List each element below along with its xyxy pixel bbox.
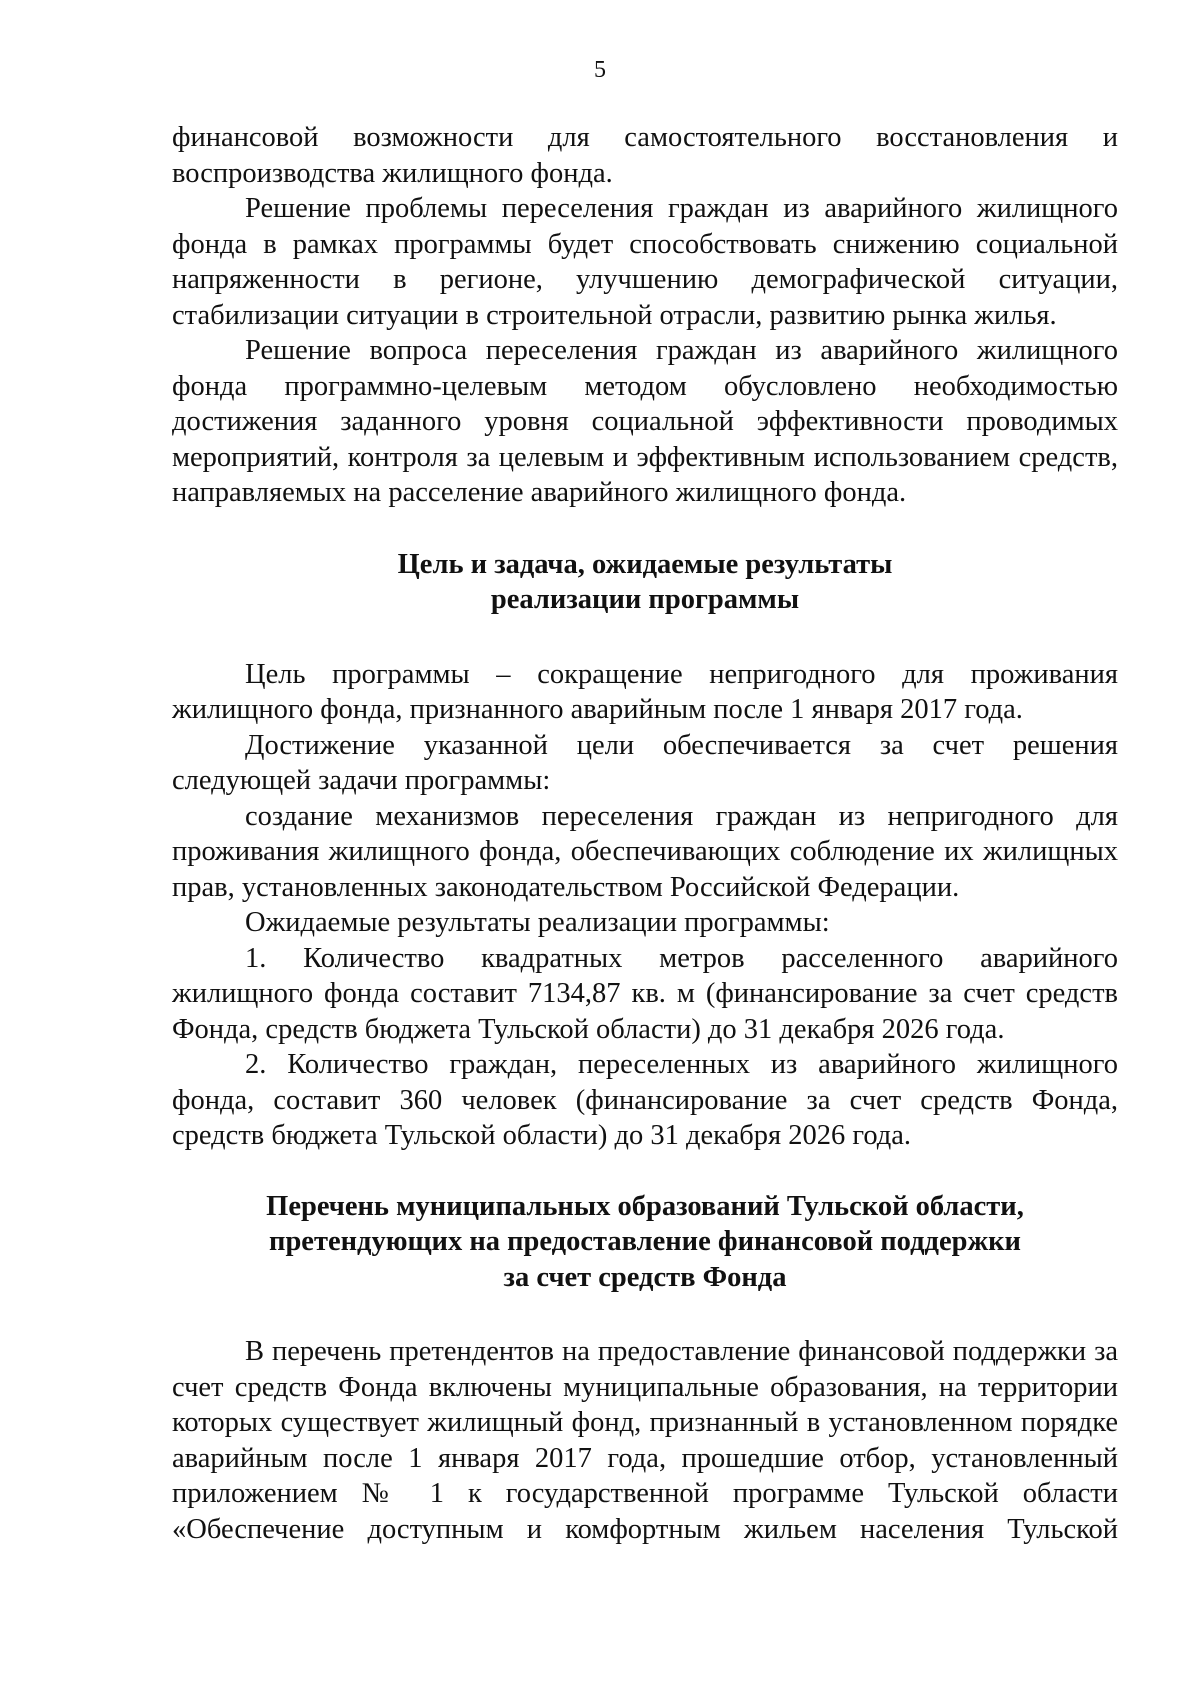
municipalities-paragraph: В перечень претендентов на предоставление финансовой поддержки за счет средств Фонда включены муниципальные образования, на территории которых существует жилищный фонд, признанный в установленном порядке аварийным после 1 января 2017 года, прошедшие отбор, установленный приложением № 1 к государственной программе Тульской области «Обеспечение доступным и комфортным жильем населения Тульской	[172, 1336, 1118, 1545]
section-heading-goals	[172, 547, 1118, 618]
goal-paragraph: Цель программы – сокращение непригодного для проживания жилищного фонда, признанного аварийным после 1 января 2017 года.	[172, 658, 1118, 725]
document-body	[172, 120, 1118, 1547]
section-heading-municipalities	[172, 1189, 1118, 1296]
section-heading-municipalities-line-3: за счет средств Фонда	[503, 1261, 787, 1293]
section-heading-goals-line-1: Цель и задача, ожидаемые результаты	[397, 548, 893, 580]
intro-paragraph-problem-solution: Решение проблемы переселения граждан из аварийного жилищного фонда в рамках программы будет способствовать снижению социальной напряженности в регионе, улучшению демографической ситуации, стабилизации ситуации в строительной отрасли, развитию рынка жилья.	[172, 193, 1118, 331]
expected-results-intro: Ожидаемые результаты реализации программы:	[245, 907, 830, 938]
section-heading-municipalities-line-2: претендующих на предоставление финансовой поддержки	[269, 1226, 1021, 1257]
section-heading-municipalities-line-1: Перечень муниципальных образований Тульской области,	[266, 1190, 1024, 1222]
intro-paragraph-continuation: финансовой возможности для самостоятельного восстановления и воспроизводства жилищного фонда.	[172, 122, 1118, 189]
expected-result-item-1: 1. Количество квадратных метров расселенного аварийного жилищного фонда составит 7134,87 кв. м (финансирование за счет средств Фонда, средств бюджета Тульской области) до 31 декабря 2026 года.	[172, 942, 1118, 1045]
page-number: 5	[594, 57, 606, 83]
section-heading-goals-line-2: реализации программы	[490, 584, 800, 615]
intro-paragraph-program-method: Решение вопроса переселения граждан из аварийного жилищного фонда программно-целевым методом обусловлено необходимостью достижения заданного уровня социальной эффективности проводимых мероприятий, контроля за целевым и эффективным использованием средств, направляемых на расселение аварийного жилищного фонда.	[172, 335, 1118, 508]
task-paragraph: создание механизмов переселения граждан из непригодного для проживания жилищного фонда, обеспечивающих соблюдение их жилищных прав, установленных законодательством Российской Федерации.	[172, 800, 1118, 903]
task-intro-paragraph: Достижение указанной цели обеспечивается за счет решения следующей задачи программы:	[172, 729, 1118, 796]
expected-result-item-2: 2. Количество граждан, переселенных из аварийного жилищного фонда, составит 360 человек (финансирование за счет средств Фонда, средств бюджета Тульской области) до 31 декабря 2026 года.	[172, 1049, 1118, 1151]
